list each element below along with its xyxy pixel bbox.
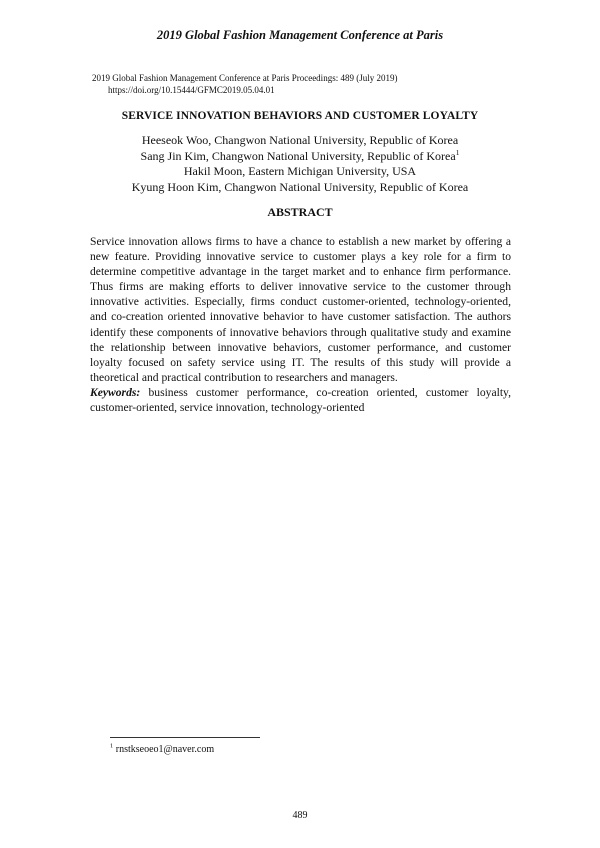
footnote [110,744,214,755]
doi-link[interactable]: https://doi.org/10.15444/GFMC2019.05.04.01 [108,85,275,95]
author-line: Sang Jin Kim, Changwon National University, Republic of Korea$^1$ [140,147,460,163]
page-number: 489 [292,810,308,821]
footnote-mark: 1 [455,147,460,157]
footnote-divider [110,737,260,738]
abstract-heading: ABSTRACT [267,205,333,219]
keywords-list: business customer performance, co-creation oriented, customer loyalty, customer-oriented, service innovation, technology-oriented [90,386,511,415]
paper-title: SERVICE INNOVATION BEHAVIORS AND CUSTOMER LOYALTY [121,110,479,122]
author-list [0,133,600,195]
citation-block [92,72,532,96]
author-line: Heeseok Woo, Changwon National University, Republic of Korea [141,133,459,147]
footnote-email: rnstkseoeo1@naver.com [115,744,215,755]
author-line: Hakil Moon, Eastern Michigan University, USA [183,164,417,178]
keywords-label: Keywords: [90,386,141,399]
footnote-mark: 1 [110,742,114,750]
keywords-paragraph [90,385,511,415]
author-line: Kyung Hoon Kim, Changwon National University, Republic of Korea [131,179,469,194]
proceedings-citation: 2019 Global Fashion Management Conference at Paris Proceedings: 489 (July 2019) [92,73,398,83]
running-header: 2019 Global Fashion Management Conference at Paris [156,28,444,42]
abstract-text: Service innovation allows firms to have a chance to establish a new market by offering a new feature. Providing innovative service to customer plays a key role for a firm to determine competitive advantage in the target market and to enhance firm performance. Thus firms are making efforts to deliver innovative service to the customer through innovative activities. Especially, firms conduct customer-oriented, technology-oriented, and co-creation oriented innovative behavior to have customer satisfaction. The authors identify these components of innovative behaviors through qualitative study and examine the relationship between innovative behaviors, customer performance, and customer loyalty focused on safety service using IT. The results of this study will provide a theoretical and practical contribution to researchers and managers. [90,235,511,384]
